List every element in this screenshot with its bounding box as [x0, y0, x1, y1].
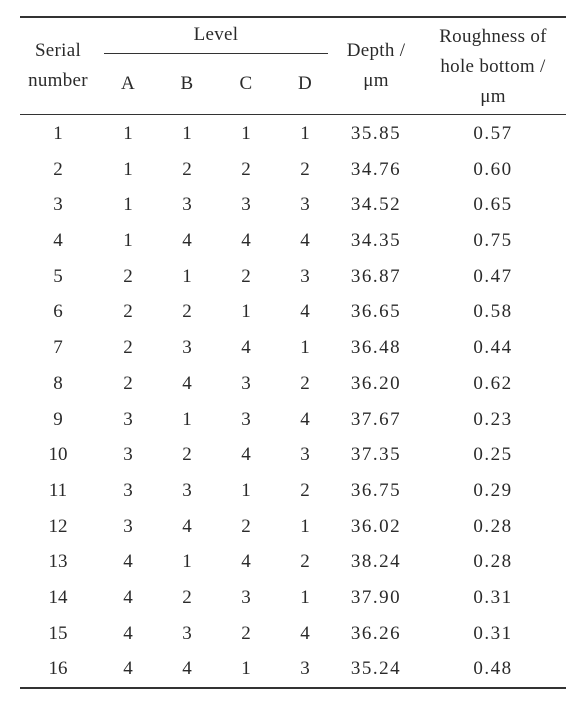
cell-level-c: 3 — [241, 194, 251, 216]
cell-depth: 37.35 — [350, 444, 402, 466]
cell-level-c: 4 — [241, 444, 251, 466]
table-bottom-rule — [20, 687, 566, 689]
cell-serial-number: 10 — [48, 444, 68, 466]
cell-level-c: 2 — [241, 515, 251, 537]
cell-level-d: 2 — [300, 551, 310, 573]
cell-serial-number: 14 — [48, 586, 68, 608]
table-row — [20, 544, 566, 580]
cell-level-c: 3 — [241, 372, 251, 394]
cell-roughness: 0.57 — [473, 123, 513, 144]
cell-roughness: 0.31 — [473, 586, 513, 608]
cell-level-c: 1 — [241, 301, 251, 323]
header-rough-line3: μm — [480, 86, 506, 107]
cell-level-b: 3 — [182, 479, 192, 501]
cell-level-a: 4 — [123, 586, 133, 608]
cell-roughness: 0.60 — [473, 158, 513, 180]
cell-level-c: 3 — [241, 586, 251, 608]
cell-serial-number: 15 — [48, 622, 68, 644]
level-group-rule — [104, 53, 328, 54]
cell-serial-number: 11 — [48, 479, 68, 501]
cell-depth: 34.52 — [350, 194, 402, 216]
cell-depth: 34.35 — [350, 230, 402, 252]
cell-depth: 37.67 — [350, 408, 402, 430]
table-row — [20, 509, 566, 545]
header-level: Level — [193, 24, 239, 45]
cell-level-a: 4 — [123, 551, 133, 573]
cell-serial-number: 6 — [53, 301, 63, 323]
header-depth — [332, 36, 420, 96]
cell-serial-number: 12 — [48, 515, 68, 537]
cell-depth: 36.48 — [350, 337, 402, 359]
cell-serial-number: 16 — [48, 658, 68, 680]
cell-level-d: 3 — [300, 658, 310, 680]
cell-serial-number: 2 — [53, 158, 63, 180]
cell-level-d: 4 — [300, 408, 310, 430]
table-row — [20, 116, 566, 152]
cell-serial-number: 3 — [53, 194, 63, 216]
table-row — [20, 152, 566, 188]
cell-level-b: 4 — [182, 515, 192, 537]
header-depth-line1: Depth / — [346, 40, 406, 61]
cell-level-a: 3 — [123, 408, 133, 430]
cell-roughness: 0.48 — [473, 658, 513, 680]
cell-level-a: 1 — [123, 123, 133, 144]
cell-depth: 34.76 — [350, 158, 402, 180]
cell-level-b: 2 — [182, 586, 192, 608]
cell-depth: 36.87 — [350, 265, 402, 287]
table-row — [20, 366, 566, 402]
cell-level-a: 1 — [123, 158, 133, 180]
cell-depth: 35.24 — [350, 658, 402, 680]
cell-level-b: 4 — [182, 230, 192, 252]
cell-level-b: 2 — [182, 301, 192, 323]
cell-roughness: 0.62 — [473, 372, 513, 394]
cell-roughness: 0.47 — [473, 265, 513, 287]
header-rough-line2: hole bottom / — [440, 56, 546, 77]
cell-level-d: 4 — [300, 301, 310, 323]
cell-level-b: 1 — [182, 123, 192, 144]
header-serial-number — [20, 36, 96, 96]
cell-level-a: 4 — [123, 658, 133, 680]
cell-level-a: 2 — [123, 265, 133, 287]
cell-level-b: 2 — [182, 444, 192, 466]
table-row — [20, 402, 566, 438]
cell-roughness: 0.28 — [473, 515, 513, 537]
cell-level-c: 2 — [241, 265, 251, 287]
cell-level-a: 1 — [123, 230, 133, 252]
cell-depth: 36.02 — [350, 515, 402, 537]
cell-level-c: 1 — [241, 658, 251, 680]
header-serial-line2: number — [28, 70, 88, 91]
cell-level-c: 4 — [241, 230, 251, 252]
table-row — [20, 294, 566, 330]
header-rough-line1: Roughness of — [439, 26, 547, 47]
cell-level-c: 3 — [241, 408, 251, 430]
header-depth-line2: μm — [363, 70, 389, 91]
cell-level-c: 1 — [241, 479, 251, 501]
header-level-d: D — [297, 73, 313, 94]
cell-level-a: 2 — [123, 372, 133, 394]
header-roughness — [420, 22, 566, 112]
cell-level-d: 3 — [300, 194, 310, 216]
cell-level-b: 4 — [182, 658, 192, 680]
cell-depth: 37.90 — [350, 586, 402, 608]
cell-roughness: 0.65 — [473, 194, 513, 216]
cell-level-c: 2 — [241, 158, 251, 180]
cell-serial-number: 1 — [53, 123, 63, 144]
header-level-b: B — [180, 73, 194, 94]
cell-level-b: 1 — [182, 551, 192, 573]
cell-level-d: 2 — [300, 158, 310, 180]
cell-serial-number: 13 — [48, 551, 68, 573]
cell-level-d: 4 — [300, 622, 310, 644]
table-row — [20, 437, 566, 473]
cell-level-a: 2 — [123, 301, 133, 323]
table-header-rule — [20, 114, 566, 115]
cell-level-b: 4 — [182, 372, 192, 394]
table-row — [20, 187, 566, 223]
cell-roughness: 0.25 — [473, 444, 513, 466]
cell-level-b: 1 — [182, 265, 192, 287]
table-row — [20, 223, 566, 259]
cell-level-b: 1 — [182, 408, 192, 430]
cell-roughness: 0.75 — [473, 230, 513, 252]
cell-level-b: 3 — [182, 337, 192, 359]
header-level-a: A — [120, 73, 136, 94]
cell-level-c: 4 — [241, 551, 251, 573]
cell-level-a: 1 — [123, 194, 133, 216]
cell-level-d: 3 — [300, 265, 310, 287]
cell-level-c: 4 — [241, 337, 251, 359]
table-top-rule — [20, 16, 566, 18]
cell-level-d: 2 — [300, 479, 310, 501]
cell-level-b: 2 — [182, 158, 192, 180]
table-body — [20, 116, 566, 687]
cell-level-c: 1 — [241, 123, 251, 144]
cell-serial-number: 7 — [53, 337, 63, 359]
cell-level-a: 3 — [123, 444, 133, 466]
header-serial-line1: Serial — [34, 40, 82, 61]
cell-depth: 35.85 — [350, 123, 402, 144]
cell-level-d: 1 — [300, 337, 310, 359]
cell-roughness: 0.28 — [473, 551, 513, 573]
cell-serial-number: 9 — [53, 408, 63, 430]
cell-level-a: 4 — [123, 622, 133, 644]
cell-level-a: 2 — [123, 337, 133, 359]
cell-level-a: 3 — [123, 479, 133, 501]
header-level-c: C — [239, 73, 253, 94]
cell-depth: 38.24 — [350, 551, 402, 573]
cell-level-d: 3 — [300, 444, 310, 466]
cell-depth: 36.65 — [350, 301, 402, 323]
cell-serial-number: 8 — [53, 372, 63, 394]
cell-depth: 36.75 — [350, 479, 402, 501]
table-row — [20, 616, 566, 652]
cell-depth: 36.20 — [350, 372, 402, 394]
cell-level-b: 3 — [182, 194, 192, 216]
cell-level-d: 2 — [300, 372, 310, 394]
cell-level-c: 2 — [241, 622, 251, 644]
cell-level-d: 4 — [300, 230, 310, 252]
table-row — [20, 651, 566, 687]
cell-level-d: 1 — [300, 586, 310, 608]
cell-level-d: 1 — [300, 515, 310, 537]
cell-roughness: 0.58 — [473, 301, 513, 323]
cell-roughness: 0.23 — [473, 408, 513, 430]
table-row — [20, 330, 566, 366]
cell-depth: 36.26 — [350, 622, 402, 644]
cell-level-d: 1 — [300, 123, 310, 144]
cell-roughness: 0.31 — [473, 622, 513, 644]
table-row — [20, 259, 566, 295]
cell-serial-number: 4 — [53, 230, 63, 252]
cell-serial-number: 5 — [53, 265, 63, 287]
cell-level-b: 3 — [182, 622, 192, 644]
cell-roughness: 0.44 — [473, 337, 513, 359]
cell-level-a: 3 — [123, 515, 133, 537]
table-row — [20, 473, 566, 509]
cell-roughness: 0.29 — [473, 479, 513, 501]
table-row — [20, 580, 566, 616]
